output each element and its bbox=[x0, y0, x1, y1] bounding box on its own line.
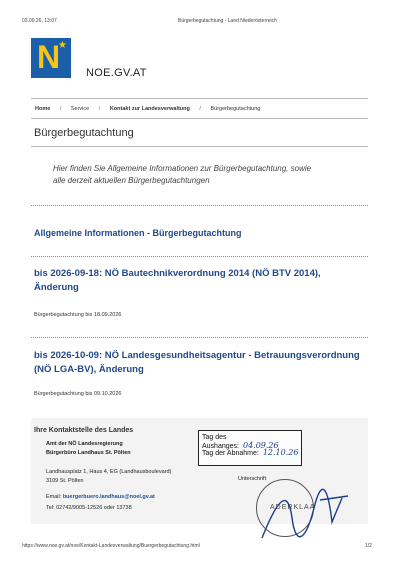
breadcrumb-divider bbox=[31, 118, 368, 119]
contact-department: Bürgerbüro Landhaus St. Pölten bbox=[46, 450, 131, 456]
print-url: https://www.noe.gv.at/noe/Kontakt-Landesverwaltung/Buergerbegutachtung.html bbox=[22, 543, 200, 549]
seal-text: ADERKLAA bbox=[270, 504, 316, 511]
breadcrumb-home[interactable]: Home bbox=[35, 106, 51, 112]
header-divider bbox=[31, 98, 368, 99]
begutachtung-item-2-link[interactable]: bis 2026-10-09: NÖ Landesgesundheitsagentur - Betrauungsverordnung (NÖ LGA-BV), Änderung bbox=[34, 350, 360, 375]
contact-city: 3109 St. Pölten bbox=[46, 478, 84, 484]
aushang-row: Tag des Aushanges: 04.09.26 bbox=[202, 434, 279, 450]
dotted-divider bbox=[31, 205, 368, 206]
breadcrumb-current: Bürgerbegutachtung bbox=[210, 106, 261, 112]
email-label: Email: bbox=[46, 494, 62, 500]
site-name[interactable]: NOE.GV.AT bbox=[86, 67, 147, 79]
signature-label: Unterschrift bbox=[238, 476, 267, 482]
star-icon: ★ bbox=[58, 40, 67, 51]
email-link[interactable]: buergerbuero.landhaus@noel.gv.at bbox=[62, 494, 155, 500]
contact-office: Amt der NÖ Landesregierung bbox=[46, 441, 123, 447]
begutachtung-item-1-link[interactable]: bis 2026-09-18: NÖ Bautechnikverordnung 2014 (NÖ BTV 2014), Änderung bbox=[34, 268, 321, 293]
posting-stamp bbox=[198, 430, 302, 466]
noe-logo[interactable] bbox=[31, 38, 71, 78]
contact-title: Ihre Kontaktstelle des Landes bbox=[34, 427, 134, 434]
breadcrumb bbox=[35, 106, 268, 112]
contact-address: Landhausplatz 1, Haus 4, EG (Landhausboulevard) bbox=[46, 469, 172, 475]
print-datetime: 03.09.26, 13:07 bbox=[22, 18, 57, 24]
logo-letter: N bbox=[37, 39, 61, 75]
breadcrumb-separator: / bbox=[199, 106, 201, 112]
breadcrumb-service[interactable]: Service bbox=[70, 106, 90, 112]
print-title: Bürgerbegutachtung - Land Niederösterreich bbox=[178, 18, 277, 24]
general-info-link[interactable]: Allgemeine Informationen - Bürgerbegutachtung bbox=[34, 228, 242, 238]
page-title: Bürgerbegutachtung bbox=[34, 127, 134, 139]
handwritten-signature bbox=[258, 478, 350, 550]
contact-phone: Tel: 02742/9005-12526 oder 13738 bbox=[46, 505, 132, 511]
begutachtung-item-1-deadline: Bürgerbegutachtung bis 18.09.2026 bbox=[34, 312, 122, 318]
abnahme-row: Tag der Abnahme: 12.10.26 bbox=[202, 448, 299, 457]
breadcrumb-separator: / bbox=[98, 106, 101, 112]
aushang-date: 04.09.26 bbox=[242, 441, 279, 450]
contact-email-row bbox=[46, 494, 155, 500]
breadcrumb-separator: / bbox=[59, 106, 62, 112]
breadcrumb-kontakt[interactable]: Kontakt zur Landesverwaltung bbox=[109, 106, 190, 112]
dotted-divider bbox=[31, 256, 368, 257]
page-number: 1/2 bbox=[365, 543, 372, 549]
dotted-divider bbox=[31, 337, 368, 338]
abnahme-date: 12.10.26 bbox=[262, 448, 299, 457]
begutachtung-item-2-deadline: Bürgerbegutachtung bis 09.10.2026 bbox=[34, 391, 122, 397]
title-divider bbox=[31, 146, 368, 147]
intro-text: Hier finden Sie Allgemeine Informationen zur Bürgerbegutachtung, sowie alle derzeit aktuellen Bürgerbegutachtungen bbox=[53, 164, 312, 185]
